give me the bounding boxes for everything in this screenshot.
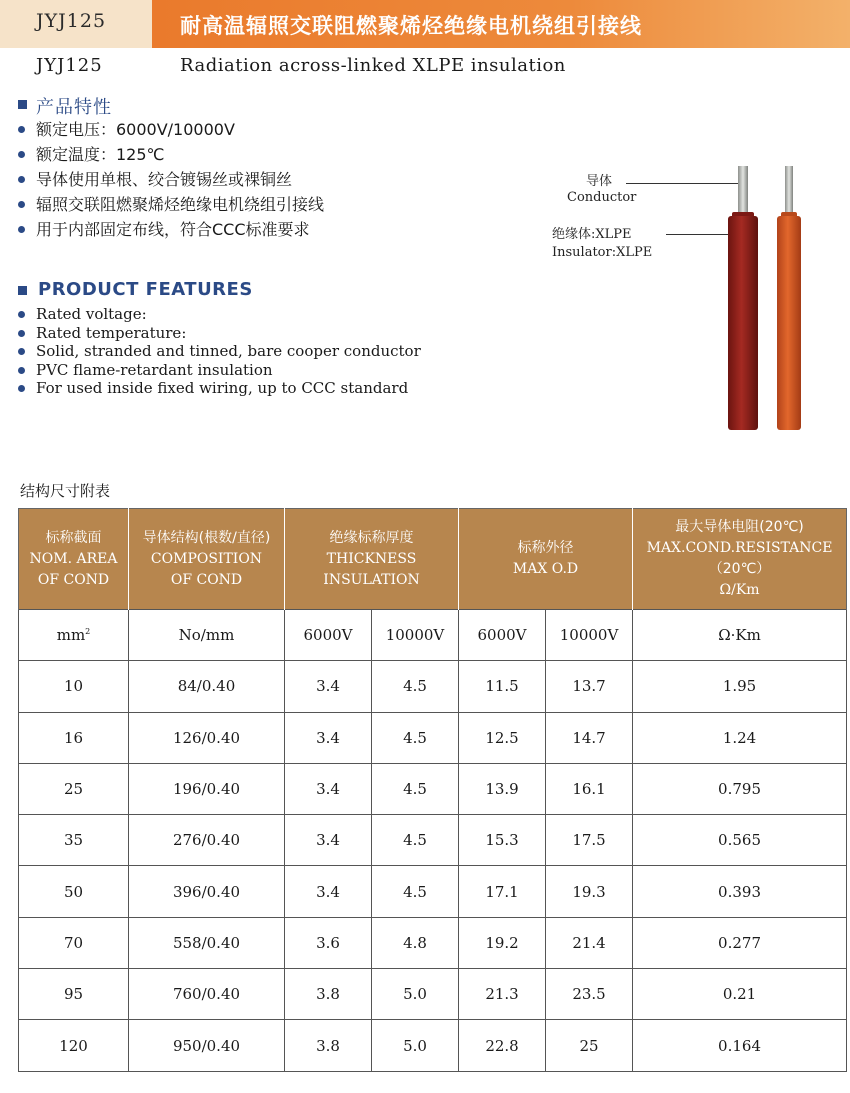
cell-resistance: 1.24 [633,712,847,763]
header-od: 标称外径 MAX O.D [459,509,633,610]
header-thickness: 绝缘标称厚度 THICKNESS INSULATION [285,509,459,610]
orange-wire [777,166,801,430]
conductor-label-en: Conductor [567,190,637,205]
cell-od-10000: 14.7 [546,712,633,763]
cell-od-10000: 16.1 [546,763,633,814]
cell-thickness-10000: 5.0 [372,969,459,1020]
features-en-item: PVC flame-retardant insulation [14,361,474,380]
conductor-label-cn: 导体 [586,174,613,189]
cell-thickness-6000: 3.8 [285,1020,372,1071]
cell-od-6000: 12.5 [459,712,546,763]
cell-od-10000: 13.7 [546,661,633,712]
spec-table [18,508,847,1072]
cell-thickness-6000: 3.4 [285,866,372,917]
cell-composition: 196/0.40 [129,763,285,814]
cell-area: 35 [19,815,129,866]
subtitle-model: JYJ125 [36,55,103,76]
cell-composition: 558/0.40 [129,917,285,968]
cell-composition: 84/0.40 [129,661,285,712]
features-en-item: Solid, stranded and tinned, bare cooper conductor [14,342,474,361]
wire-sample-illustration [720,160,810,435]
cell-od-6000: 21.3 [459,969,546,1020]
section-square-icon [18,286,27,295]
unit-od-10000: 10000V [546,610,633,661]
cell-composition: 396/0.40 [129,866,285,917]
cell-thickness-6000: 3.4 [285,661,372,712]
cell-area: 50 [19,866,129,917]
cell-resistance: 0.565 [633,815,847,866]
cell-area: 16 [19,712,129,763]
cell-area: 120 [19,1020,129,1071]
cell-resistance: 0.393 [633,866,847,917]
cell-od-10000: 19.3 [546,866,633,917]
features-en-item: For used inside fixed wiring, up to CCC standard [14,379,474,398]
cell-resistance: 0.277 [633,917,847,968]
units-row [19,610,847,661]
cell-thickness-10000: 5.0 [372,1020,459,1071]
features-cn-list [14,117,454,242]
cell-od-6000: 13.9 [459,763,546,814]
cell-od-10000: 17.5 [546,815,633,866]
subtitle-en: Radiation across-linked XLPE insulation [180,55,566,76]
cell-od-10000: 23.5 [546,969,633,1020]
table-row [19,661,847,712]
cell-od-6000: 17.1 [459,866,546,917]
unit-thickness-6000: 6000V [285,610,372,661]
cell-composition: 760/0.40 [129,969,285,1020]
cell-thickness-10000: 4.8 [372,917,459,968]
features-en-heading: PRODUCT FEATURES [38,279,253,300]
features-cn-item: 额定电压：6000V/10000V [14,117,454,142]
features-cn-item: 用于内部固定布线，符合CCC标准要求 [14,217,454,242]
table-row [19,917,847,968]
cell-thickness-10000: 4.5 [372,661,459,712]
unit-composition: No/mm [129,610,285,661]
cell-area: 70 [19,917,129,968]
cell-od-6000: 11.5 [459,661,546,712]
features-en-list [14,305,474,398]
cell-area: 10 [19,661,129,712]
header-area: 标称截面 NOM. AREA OF COND [19,509,129,610]
cell-od-6000: 19.2 [459,917,546,968]
cell-composition: 950/0.40 [129,1020,285,1071]
features-cn-item: 辐照交联阻燃聚烯烃绝缘电机绕组引接线 [14,192,454,217]
table-row [19,712,847,763]
cell-thickness-6000: 3.4 [285,763,372,814]
cell-resistance: 0.164 [633,1020,847,1071]
header-model: JYJ125 [36,10,107,32]
header-composition: 导体结构(根数/直径) COMPOSITION OF COND [129,509,285,610]
cell-resistance: 1.95 [633,661,847,712]
unit-area: $mm^2$ [19,610,129,661]
table-header-row [19,509,847,610]
cell-resistance: 0.795 [633,763,847,814]
unit-thickness-10000: 10000V [372,610,459,661]
cell-thickness-10000: 4.5 [372,815,459,866]
cell-thickness-6000: 3.8 [285,969,372,1020]
section-square-icon [18,100,27,109]
cell-thickness-10000: 4.5 [372,712,459,763]
header-title-cn: 耐高温辐照交联阻燃聚烯烃绝缘电机绕组引接线 [180,14,642,38]
cell-composition: 276/0.40 [129,815,285,866]
table-row [19,1020,847,1071]
header-resistance: 最大导体电阻(20℃) MAX.COND.RESISTANCE （20℃） Ω/Km [633,509,847,610]
cell-thickness-10000: 4.5 [372,763,459,814]
insulator-label-cn: 绝缘体:XLPE [552,227,632,242]
cell-thickness-6000: 3.6 [285,917,372,968]
cell-od-10000: 21.4 [546,917,633,968]
table-row [19,815,847,866]
table-row [19,763,847,814]
unit-resistance: Ω·Km [633,610,847,661]
insulator-label-en: Insulator:XLPE [552,245,653,260]
cell-od-6000: 22.8 [459,1020,546,1071]
cell-od-10000: 25 [546,1020,633,1071]
unit-od-6000: 6000V [459,610,546,661]
cell-area: 25 [19,763,129,814]
table-row [19,969,847,1020]
features-cn-item: 导体使用单根、绞合镀锡丝或裸铜丝 [14,167,454,192]
cell-area: 95 [19,969,129,1020]
features-en-item: Rated temperature: [14,324,474,343]
cell-thickness-10000: 4.5 [372,866,459,917]
cell-resistance: 0.21 [633,969,847,1020]
features-cn-item: 额定温度：125℃ [14,142,454,167]
cell-composition: 126/0.40 [129,712,285,763]
table-caption: 结构尺寸附表 [20,482,111,500]
table-row [19,866,847,917]
features-cn-heading: 产品特性 [36,97,112,118]
cell-thickness-6000: 3.4 [285,815,372,866]
red-wire [728,166,758,430]
cell-thickness-6000: 3.4 [285,712,372,763]
cell-od-6000: 15.3 [459,815,546,866]
features-en-item: Rated voltage: [14,305,474,324]
